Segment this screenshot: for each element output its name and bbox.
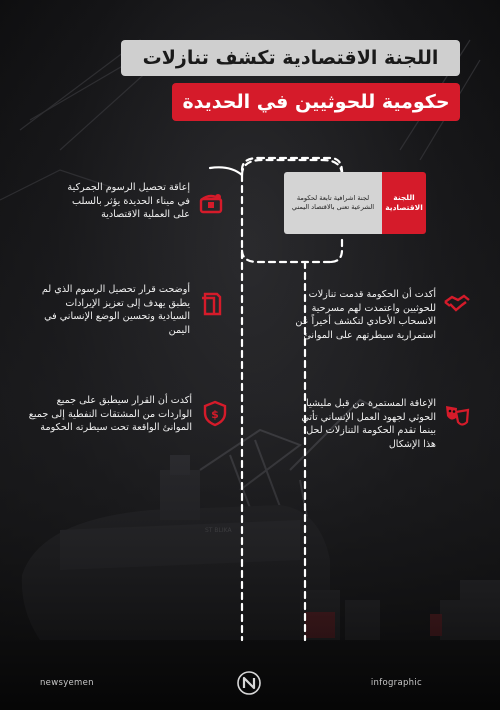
theater-masks-icon [442,400,472,430]
left-item-1: إعاقة تحصيل الرسوم الجمركية في ميناء الحديدة يؤثر بالسلب على العملية الاقتصادية [67,182,190,221]
title-line-2-text: حكومية للحوثيين في الحديدة [182,91,450,113]
committee-description: لجنة اشرافية تابعة لحكومة الشرعية تعنى بالاقتصاد اليمني [284,172,382,234]
money-shield-icon [200,398,230,428]
treasure-chest-icon [196,188,226,218]
handshake-icon [442,288,472,318]
svg-text:$: $ [211,408,219,421]
document-icon [196,288,226,318]
title-line-2 [172,83,460,121]
right-item-2: الإعاقة المستمرة من قبل مليشيا الحوثي لجهود العمل الإنساني تأتي بينما تقدم الحكومة التنازلات لحل هذا الإشكال [301,398,436,450]
left-item-2: أوضحت قرار تحصيل الرسوم الذي لم يطبق يهدف إلى تعزيز الإيرادات السيادية وتحسين الوضع الإنساني في اليمن [41,284,190,336]
content-type-label: infographic [370,678,422,688]
news-logo-icon [236,670,262,696]
title-line-1-text: اللجنة الاقتصادية تكشف تنازلات [142,47,439,69]
title-line-1 [121,40,460,76]
brand-name: newsyemen [40,678,94,688]
economic-committee-label [284,172,426,234]
left-item-3: أكدت أن القرار سيطبق على جميع الواردات من المشتقات النفطية إلى جميع الموانئ الواقعة تحت سيطرته الحكومة [28,395,192,434]
right-item-1: أكدت أن الحكومة قدمت تنازلات للحوثيين واعتمدت لهم مسرحية الانسحاب الأحادي لتكشف أخيراً عن استمرارية سيطرتهم على الموانئ [295,289,436,341]
committee-name: اللجنة الاقتصادية [382,172,426,234]
